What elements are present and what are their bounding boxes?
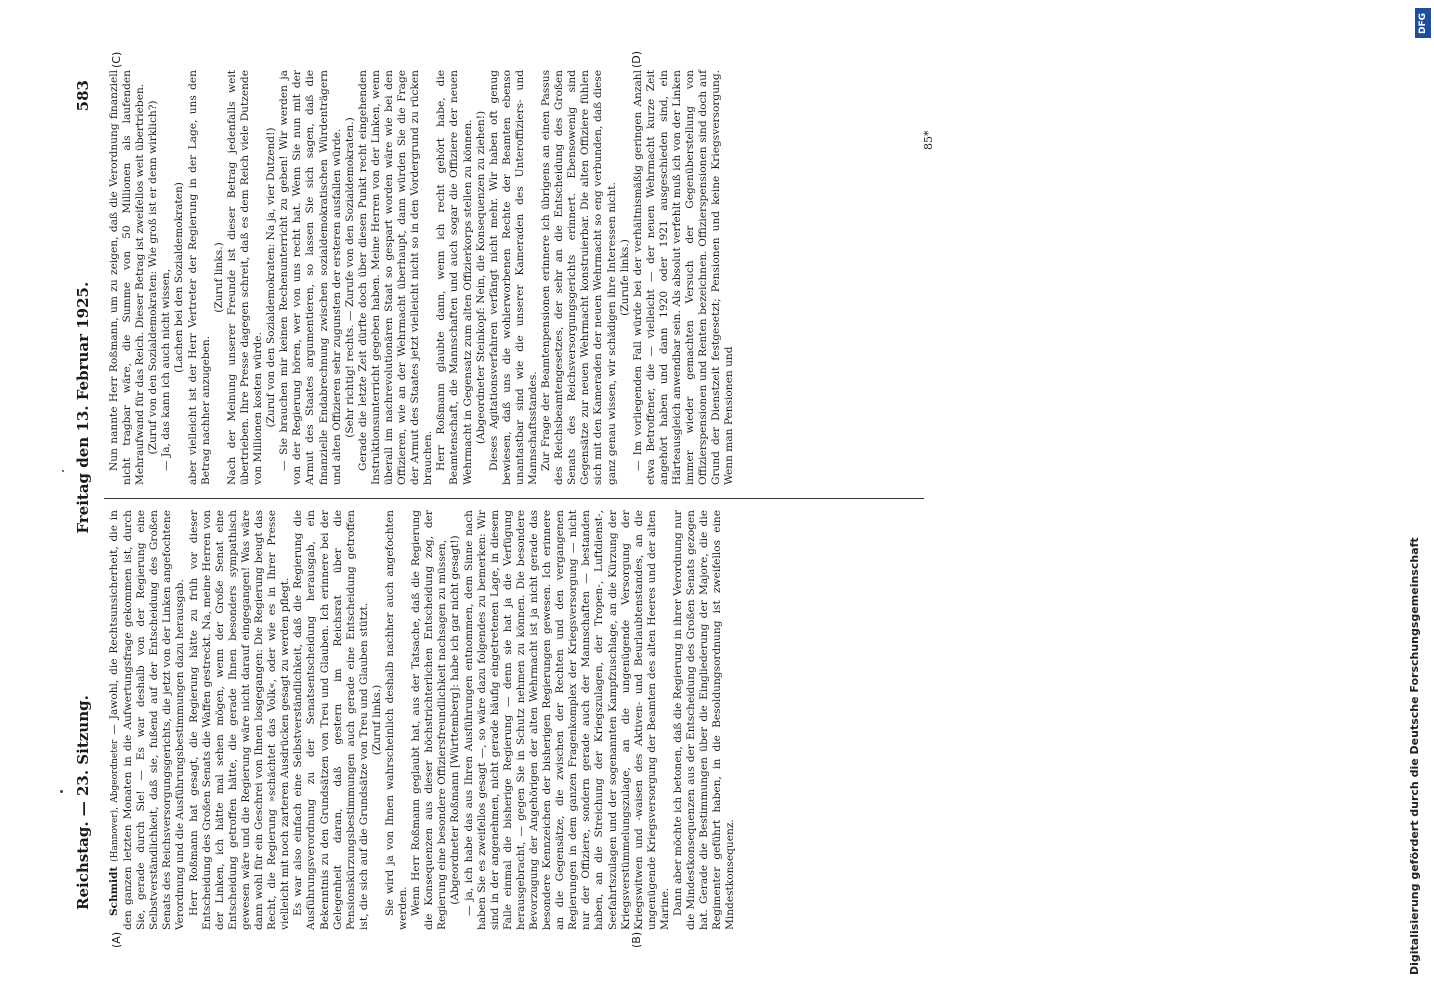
speech-paragraph: — Sie brauchen mir keinen Rechenunterricht zu geben! Wir werden ja von der Regierung hören, wer von uns recht hat. Wenn Sie nun mit der Armut des Staates argumentieren, so lassen Sie sich sagen, daß die finanzielle Endabrechnung zwischen sozialdemokratischen Würdenträgern und alten Offizieren sehr zugunsten der ersteren ausfallen würde.: [278, 70, 343, 485]
header-session: Reichstag. — 23. Sitzung.: [74, 695, 92, 910]
column-divider: [104, 498, 924, 499]
interjection: (Abgeordneter Roßmann [Württemberg]: habe ich gar nicht gesagt!): [449, 535, 462, 905]
interjection: (Zurufe links.): [618, 239, 631, 316]
speech-paragraph: Es war also einfach eine Selbstverständlichkeit, daß die Regierung die Ausführungsverordnung zu der Senatsentscheidung herausgab, ein Bekenntnis zu den Grundsätzen von Treu und Glauben. Ich erinnere bei der Gelegenheit daran, daß gestern im Reichsrat über die Pensionskürzungsbestimmungen auch gerade eine Entscheidung getroffen ist, die sich auf die Grundsätze von Treu und Glauben stützt.: [292, 510, 370, 930]
speaker-affiliation: (Hannover), Abgeordneter: [110, 739, 120, 862]
speech-paragraph: aber vielleicht ist der Herr Vertreter der Regierung in der Lage, uns den Betrag nachher anzugeben.: [186, 70, 212, 485]
speech-paragraph: — Im vorliegenden Fall würde bei der verhältnismäßig geringen Anzahl etwa Betroffener, die — vielleicht — der neuen Wehrmacht kurze Zeit angehört haben und dann 1920 oder 1921 ausgeschieden sind, ein Härteausgleich anwendbar sein. Als absolut verfehlt muß ich von der Linken immer wieder gemachten Versuch der Gegenüberstellung von Offizierspensionen und Renten bezeichnen. Offizierspensionen sind doch auf Grund der Dienstzeit festgesetzt; Pensionen und keine Kriegsversorgung. Wenn man Pensionen und: [631, 70, 736, 485]
dfg-logo: DFG: [1415, 8, 1431, 38]
speech-text: — Jawohl, die Rechtsunsicherheit, die in den ganzen letzten Monaten in die Aufwertungsfrage gekommen ist, durch Sie, gerade durch Sie! — Es war deshalb von der Regierung eine Selbstverständlichkeit, daß sie, fußend auf der Entscheidung des Großen Senats des Reichsversorgungsgerichts, die jetzt von der Linken angefochtene Verordnung und die Ausführungsbestimmungen dazu herausgab.: [108, 510, 187, 930]
margin-marker-c: (C): [110, 51, 123, 68]
scan-speck: [60, 790, 63, 793]
right-column: [108, 70, 928, 485]
speech-paragraph: — ja, ich habe das aus Ihren Ausführungen entnommen, dem Sinne nach haben Sie es zweifellos gesagt —, so wäre dazu folgendes zu bemerken: Wir sind in der angenehmen, nicht gerade häufig eingetretenen Lage, in diesem Falle einmal die bisherige Regierung — denn sie hat ja die Verfügung herausgebracht, — gegen Sie in Schutz nehmen zu können. Die besondere Bevorzugung der Angehörigen der alten Wehrmacht ist ja nicht gerade das besondere Kennzeichen der bisherigen Regierungen gewesen. Ich erinnere an die Gegensätze, die zwischen der Rechten und den vergangenen Regierungen in dem ganzen Fragenkomplex der Kriegsversorgung — nicht nur der Offiziere, sondern gerade auch der Mannschaften — bestanden haben, an die Streichung der Kriegszulagen, der Tropen-, Luftdienst-, Seefahrtszulagen und der sogenannten Kampfzuschlage, an die Kürzung der Kriegsverstümmelungszulage, an die ungenügende Versorgung der Kriegswitwen und -waisen des Aktiven- und Beurlaubtenstandes, an die ungenügende Kriegsversorgung der Beamten des alten Heeres und der alten Marine.: [462, 510, 671, 930]
speech-paragraph: Dann aber möchte ich betonen, daß die Regierung in ihrer Verordnung nur die Mindestkonsequenzen aus der Entscheidung des Großen Senats gezogen hat. Gerade die Bestimmungen über die Eingliederung der Majore, die die Regimenter geführt haben, in die Besoldungsordnung ist zweifellos eine Mindestkonsequenz.: [672, 510, 737, 930]
rotated-page: [70, 50, 1320, 948]
margin-marker-a: (A): [110, 931, 123, 948]
interjection: (Zuruf von den Sozialdemokraten: Wie groß ist er denn wirklich?): [147, 100, 160, 455]
speech-paragraph: Dieses Agitationsverfahren verfängt nicht mehr. Wir haben oft genug bewiesen, daß uns die wohlerworbenen Rechte der Beamten ebenso unantastbar sind wie die unserer Kameraden des Unteroffiziers- und Mannschaftsstandes.: [487, 70, 539, 485]
speech-paragraph: Sie wird ja von Ihnen wahrscheinlich deshalb nachher auch angefochten werden.: [383, 510, 410, 930]
left-column: [108, 510, 928, 930]
signature-mark: 85*: [922, 130, 935, 150]
dfg-credit-note: Digitalisierung gefördert durch die Deutsche Forschungsgemeinschaft: [1408, 537, 1421, 975]
header-date-text: Freitag den 13. Februar 1925.: [74, 281, 92, 534]
speech-paragraph: [108, 510, 188, 930]
speaker-name: Schmidt: [108, 866, 120, 916]
speech-paragraph: — Ja, das kann ich auch nicht wissen,: [160, 268, 173, 471]
speech-paragraph: Herr Roßmann glaubte dann, wenn ich recht gehört habe, die Beamtenschaft, die Mannschaften und auch sogar die Offiziere der neuen Wehrmacht in Gegensatz zum alten Offizierkorps stellen zu können.: [435, 70, 474, 485]
interjection: (Zuruf links.): [212, 242, 225, 313]
speech-paragraph: Wenn Herr Roßmann geglaubt hat, aus der Tatsache, daß die Regierung die Konsequenzen aus dieser höchstrichterlichen Entscheidung zog, der Regierung eine besondere Offiziersfreundlichkeit nachsagen zu müssen,: [410, 510, 449, 930]
speech-paragraph: Herr Roßmann hat gesagt, die Regierung hätte zu früh vor dieser Entscheidung des Großen Senats die Waffen gestreckt. Na, meine Herren von der Linken, ich hätte mal sehen mögen, wenn der Große Senat eine Entscheidung getroffen hätte, die gerade Ihnen besonders sympathisch gewesen wäre und die Regierung wäre nicht darauf eingegangen! Was wäre dann wohl für ein Geschrei von Ihnen losgegangen: Die Regierung beugt das Recht, die Regierung »schächtet das Volk«, oder wie es in Ihrer Presse vielleicht mit noch zarteren Ausdrücken gesagt zu werden pflegt.: [187, 510, 292, 930]
interjection: (Zuruf links.): [370, 684, 383, 756]
margin-marker-b: (B): [630, 931, 643, 948]
header-date: [74, 80, 92, 534]
speech-paragraph: Nun nannte Herr Roßmann, um zu zeigen, daß die Verordnung finanziell nicht tragbar wäre, die Summe von 50 Millionen als laufenden Mehraufwand für das Reich. Dieser Betrag ist zweifellos weit übertrieben.: [108, 70, 147, 485]
interjection: (Sehr richtig! rechts. — Zurufe von den Sozialdemokraten.): [343, 117, 356, 438]
page-header: [70, 70, 96, 930]
page-number: 583: [74, 80, 92, 112]
speech-paragraph: Gerade die letzte Zeit dürfte doch über diesen Punkt recht eingehenden Instruktionsunterricht gegeben haben. Meine Herren von der Linken, wenn überall im nachrevolutionären Staat so gespart worden wäre wie bei den Offizieren, wie an der Wehrmacht überhaupt, dann würden Sie die Frage der Armut des Staates jetzt vielleicht nicht so in den Vordergrund zu rücken brauchen.: [356, 70, 435, 485]
interjection: (Lachen bei den Sozialdemokraten): [173, 182, 186, 373]
interjection: (Abgeordneter Steinkopf: Nein, die Konsequenzen zu ziehen!): [474, 110, 487, 445]
speech-paragraph: Zur Frage der Beamtenpensionen erinnere ich übrigens an einen Passus des Reichsbeamtengesetzes, der sehr an die Entscheidung des Großen Senats des Reichsversorgungsgerichts erinnert. Ebensowenig sind Gegensätze zur neuen Wehrmacht konstruierbar. Die alten Offiziere fühlen sich mit den Kameraden der neuen Wehrmacht so eng verbunden, daß diese ganz genau wissen, wir schädigen ihre Interessen nicht.: [540, 70, 618, 485]
speech-paragraph: Nach der Meinung unserer Freunde ist dieser Betrag jedenfalls weit übertrieben. Ihre Presse dagegen schreit, daß es dem Reich viele Dutzende von Millionen kosten würde.: [225, 70, 265, 485]
interjection: (Zuruf von den Sozialdemokraten: Na ja, vier Dutzend!): [265, 127, 278, 428]
margin-marker-d: (D): [630, 50, 643, 68]
scan-speck: [62, 470, 64, 472]
